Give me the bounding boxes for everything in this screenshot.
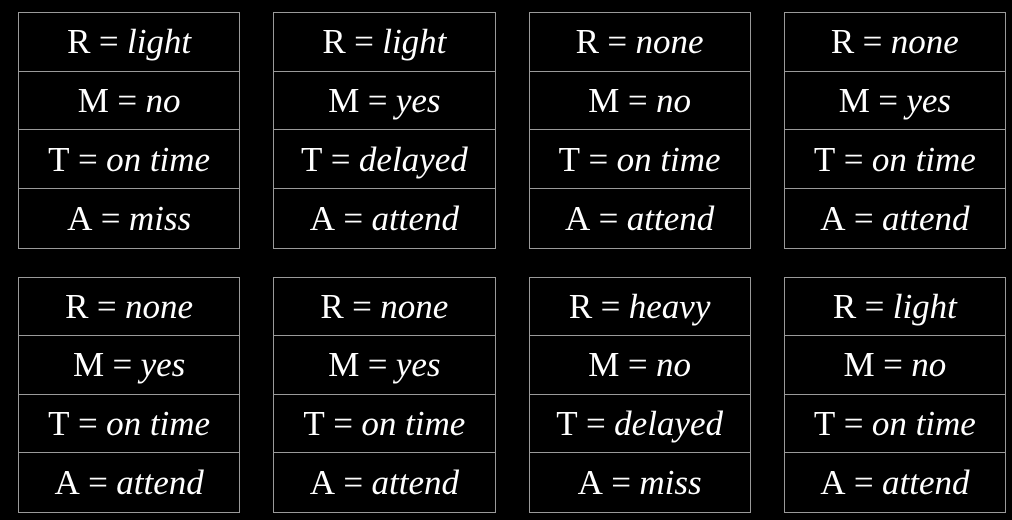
variable-value: attend: [882, 463, 970, 503]
assignment-row: [274, 189, 494, 248]
variable-letter: M: [838, 80, 870, 120]
equals-sign: =: [77, 404, 98, 444]
assignment-row: [785, 13, 1005, 72]
sample-grid: [18, 12, 1006, 513]
variable-value: light: [892, 286, 957, 326]
assignment-row: [19, 453, 239, 512]
variable-letter: T: [48, 404, 70, 444]
sample-card-7: [529, 277, 751, 514]
sample-card-2: [273, 12, 495, 249]
assignment-row: [19, 130, 239, 189]
variable-value: on time: [106, 404, 211, 444]
equals-sign: =: [598, 198, 619, 238]
assignment-row: [274, 453, 494, 512]
variable-letter: T: [303, 404, 325, 444]
variable-value: miss: [639, 463, 702, 503]
assignment-row: [19, 189, 239, 248]
assignment-row: [530, 189, 750, 248]
sample-card-1: [18, 12, 240, 249]
equals-sign: =: [100, 198, 121, 238]
variable-letter: A: [54, 463, 80, 503]
variable-letter: T: [558, 139, 581, 179]
assignment-row: [785, 336, 1005, 395]
equals-sign: =: [588, 139, 609, 179]
variable-letter: A: [309, 463, 335, 503]
assignment-row: [274, 13, 494, 72]
equals-sign: =: [853, 463, 874, 503]
variable-letter: R: [575, 22, 600, 62]
assignment-row: [530, 13, 750, 72]
sample-card-6: [273, 277, 495, 514]
assignment-row: [785, 130, 1005, 189]
variable-letter: M: [328, 80, 360, 120]
variable-letter: R: [830, 22, 855, 62]
variable-value: none: [380, 286, 449, 326]
equals-sign: =: [853, 198, 874, 238]
variable-letter: R: [67, 22, 91, 62]
equals-sign: =: [343, 198, 364, 238]
equals-sign: =: [367, 345, 388, 385]
variable-value: on time: [871, 139, 976, 179]
sample-card-4: [784, 12, 1006, 249]
variable-letter: A: [820, 463, 846, 503]
assignment-row: [530, 72, 750, 131]
equals-sign: =: [864, 286, 885, 326]
equals-sign: =: [96, 286, 117, 326]
variable-letter: M: [72, 345, 105, 385]
variable-value: yes: [140, 345, 186, 385]
assignment-row: [785, 453, 1005, 512]
equals-sign: =: [343, 463, 364, 503]
assignment-row: [19, 13, 239, 72]
variable-letter: A: [67, 198, 93, 238]
equals-sign: =: [117, 80, 138, 120]
assignment-row: [274, 72, 494, 131]
variable-letter: R: [65, 286, 89, 326]
sample-card-8: [784, 277, 1006, 514]
assignment-row: [274, 395, 494, 454]
equals-sign: =: [586, 404, 606, 444]
variable-value: light: [126, 22, 192, 62]
variable-letter: A: [820, 198, 846, 238]
equals-sign: =: [611, 463, 632, 503]
variable-value: no: [145, 80, 181, 120]
variable-value: miss: [128, 198, 192, 238]
assignment-row: [785, 189, 1005, 248]
variable-letter: T: [813, 404, 836, 444]
assignment-row: [19, 395, 239, 454]
equals-sign: =: [843, 404, 864, 444]
variable-value: no: [655, 80, 691, 120]
variable-value: no: [655, 345, 691, 385]
variable-letter: R: [320, 286, 344, 326]
variable-letter: M: [843, 345, 875, 385]
assignment-row: [785, 278, 1005, 337]
equals-sign: =: [367, 80, 388, 120]
variable-value: delayed: [614, 404, 723, 444]
variable-value: attend: [626, 198, 715, 238]
equals-sign: =: [77, 139, 98, 179]
equals-sign: =: [600, 286, 621, 326]
variable-value: attend: [371, 463, 460, 503]
assignment-row: [530, 278, 750, 337]
assignment-row: [785, 395, 1005, 454]
assignment-row: [530, 336, 750, 395]
variable-value: none: [635, 22, 704, 62]
variable-letter: A: [564, 198, 591, 238]
assignment-row: [530, 395, 750, 454]
variable-value: on time: [616, 139, 721, 179]
equals-sign: =: [878, 80, 898, 120]
equals-sign: =: [88, 463, 108, 503]
equals-sign: =: [627, 345, 648, 385]
assignment-row: [785, 72, 1005, 131]
equals-sign: =: [352, 286, 372, 326]
assignment-row: [19, 278, 239, 337]
equals-sign: =: [843, 139, 864, 179]
variable-letter: T: [301, 139, 323, 179]
variable-letter: A: [577, 463, 603, 503]
variable-value: attend: [116, 463, 204, 503]
variable-value: yes: [395, 80, 441, 120]
variable-letter: M: [588, 345, 620, 385]
equals-sign: =: [112, 345, 133, 385]
variable-value: none: [125, 286, 194, 326]
assignment-row: [19, 72, 239, 131]
variable-letter: T: [813, 139, 836, 179]
variable-letter: R: [322, 22, 346, 62]
variable-letter: T: [556, 404, 578, 444]
variable-value: no: [911, 345, 947, 385]
variable-letter: M: [588, 80, 620, 120]
variable-value: heavy: [628, 286, 711, 326]
variable-letter: M: [77, 80, 109, 120]
variable-letter: R: [568, 286, 593, 326]
assignment-row: [274, 278, 494, 337]
variable-value: attend: [882, 198, 970, 238]
variable-value: yes: [395, 345, 441, 385]
sample-card-5: [18, 277, 240, 514]
equals-sign: =: [627, 80, 648, 120]
variable-value: on time: [361, 404, 466, 444]
assignment-row: [274, 336, 494, 395]
equals-sign: =: [98, 22, 119, 62]
equals-sign: =: [354, 22, 374, 62]
equals-sign: =: [862, 22, 883, 62]
variable-value: on time: [106, 139, 211, 179]
variable-value: on time: [871, 404, 976, 444]
equals-sign: =: [330, 139, 351, 179]
variable-value: attend: [371, 198, 460, 238]
assignment-row: [530, 453, 750, 512]
variable-value: delayed: [358, 139, 468, 179]
variable-value: light: [382, 22, 447, 62]
variable-letter: T: [48, 139, 70, 179]
equals-sign: =: [883, 345, 903, 385]
variable-letter: R: [832, 286, 857, 326]
variable-value: yes: [906, 80, 952, 120]
assignment-row: [530, 130, 750, 189]
variable-value: none: [890, 22, 959, 62]
variable-letter: M: [328, 345, 360, 385]
equals-sign: =: [607, 22, 628, 62]
assignment-row: [19, 336, 239, 395]
variable-letter: A: [309, 198, 335, 238]
sample-card-3: [529, 12, 751, 249]
assignment-row: [274, 130, 494, 189]
equals-sign: =: [333, 404, 353, 444]
